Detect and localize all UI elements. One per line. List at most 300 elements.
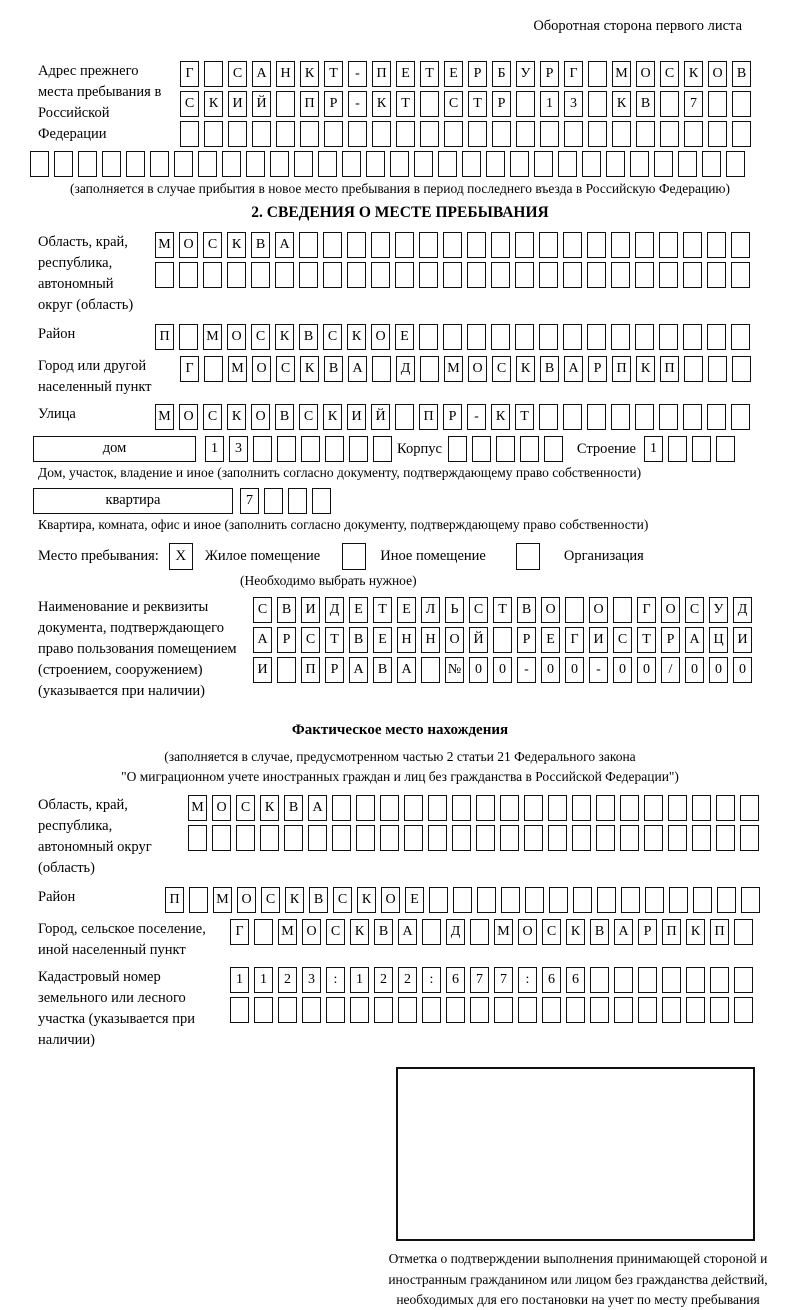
char-cell[interactable] xyxy=(710,967,729,993)
char-cell[interactable] xyxy=(472,436,491,462)
char-cell[interactable] xyxy=(534,151,553,177)
char-cell[interactable] xyxy=(707,404,726,430)
char-cell[interactable] xyxy=(572,825,591,851)
char-cell[interactable]: - xyxy=(589,657,608,683)
char-cell[interactable] xyxy=(515,324,534,350)
char-cell[interactable] xyxy=(731,262,750,288)
char-cell[interactable] xyxy=(372,121,391,147)
char-cell[interactable] xyxy=(734,997,753,1023)
char-cell[interactable]: А xyxy=(685,627,704,653)
char-cell[interactable]: Т xyxy=(324,61,343,87)
char-cell[interactable] xyxy=(188,825,207,851)
char-cell[interactable] xyxy=(635,232,654,258)
char-cell[interactable] xyxy=(659,324,678,350)
char-cell[interactable]: Р xyxy=(588,356,607,382)
char-cell[interactable]: Е xyxy=(349,597,368,623)
char-cell[interactable] xyxy=(467,324,486,350)
char-cell[interactable]: О xyxy=(227,324,246,350)
char-cell[interactable] xyxy=(277,657,296,683)
char-cell[interactable]: М xyxy=(278,919,297,945)
char-cell[interactable] xyxy=(347,232,366,258)
char-cell[interactable]: К xyxy=(260,795,279,821)
char-cell[interactable] xyxy=(621,887,640,913)
char-cell[interactable] xyxy=(366,151,385,177)
char-cell[interactable] xyxy=(548,825,567,851)
char-cell[interactable] xyxy=(203,262,222,288)
char-cell[interactable]: В xyxy=(309,887,328,913)
char-cell[interactable] xyxy=(635,404,654,430)
char-cell[interactable] xyxy=(299,232,318,258)
char-cell[interactable] xyxy=(301,436,320,462)
char-cell[interactable]: Р xyxy=(492,91,511,117)
char-cell[interactable]: С xyxy=(326,919,345,945)
char-cell[interactable]: 1 xyxy=(254,967,273,993)
char-cell[interactable] xyxy=(189,887,208,913)
char-cell[interactable]: Г xyxy=(180,61,199,87)
char-cell[interactable]: О xyxy=(589,597,608,623)
char-cell[interactable]: О xyxy=(212,795,231,821)
char-cell[interactable]: П xyxy=(300,91,319,117)
char-cell[interactable] xyxy=(227,262,246,288)
char-cell[interactable] xyxy=(371,262,390,288)
char-cell[interactable] xyxy=(254,997,273,1023)
char-cell[interactable] xyxy=(420,356,439,382)
char-cell[interactable]: В xyxy=(251,232,270,258)
char-cell[interactable]: В xyxy=(517,597,536,623)
char-cell[interactable]: О xyxy=(252,356,271,382)
char-cell[interactable] xyxy=(438,151,457,177)
char-cell[interactable]: В xyxy=(590,919,609,945)
char-cell[interactable] xyxy=(332,825,351,851)
char-cell[interactable] xyxy=(396,121,415,147)
char-cell[interactable] xyxy=(644,795,663,821)
char-cell[interactable]: 6 xyxy=(446,967,465,993)
char-cell[interactable] xyxy=(380,795,399,821)
char-cell[interactable]: П xyxy=(710,919,729,945)
char-cell[interactable] xyxy=(380,825,399,851)
char-cell[interactable]: А xyxy=(348,356,367,382)
char-cell[interactable]: К xyxy=(372,91,391,117)
char-cell[interactable] xyxy=(254,919,273,945)
char-cell[interactable]: П xyxy=(165,887,184,913)
char-cell[interactable]: Н xyxy=(421,627,440,653)
char-cell[interactable] xyxy=(453,887,472,913)
char-cell[interactable]: 0 xyxy=(733,657,752,683)
char-cell[interactable] xyxy=(395,232,414,258)
char-cell[interactable] xyxy=(510,151,529,177)
char-cell[interactable] xyxy=(420,121,439,147)
char-cell[interactable]: С xyxy=(660,61,679,87)
char-cell[interactable]: Т xyxy=(515,404,534,430)
char-cell[interactable] xyxy=(222,151,241,177)
char-cell[interactable]: П xyxy=(155,324,174,350)
char-cell[interactable]: С xyxy=(203,404,222,430)
char-cell[interactable] xyxy=(686,967,705,993)
char-cell[interactable]: С xyxy=(685,597,704,623)
char-cell[interactable]: В xyxy=(636,91,655,117)
char-cell[interactable] xyxy=(270,151,289,177)
char-cell[interactable]: О xyxy=(541,597,560,623)
char-cell[interactable]: : xyxy=(518,967,537,993)
char-cell[interactable]: Р xyxy=(517,627,536,653)
char-cell[interactable] xyxy=(323,232,342,258)
char-cell[interactable]: 0 xyxy=(709,657,728,683)
char-cell[interactable]: И xyxy=(228,91,247,117)
char-cell[interactable] xyxy=(539,262,558,288)
char-cell[interactable]: Т xyxy=(373,597,392,623)
char-cell[interactable] xyxy=(597,887,616,913)
char-cell[interactable]: 0 xyxy=(565,657,584,683)
char-cell[interactable]: В xyxy=(277,597,296,623)
char-cell[interactable] xyxy=(596,825,615,851)
char-cell[interactable] xyxy=(539,404,558,430)
char-cell[interactable]: М xyxy=(444,356,463,382)
char-cell[interactable] xyxy=(635,262,654,288)
char-cell[interactable] xyxy=(635,324,654,350)
char-cell[interactable] xyxy=(520,436,539,462)
char-cell[interactable]: М xyxy=(155,232,174,258)
char-cell[interactable] xyxy=(669,887,688,913)
char-cell[interactable]: 7 xyxy=(684,91,703,117)
char-cell[interactable] xyxy=(467,232,486,258)
char-cell[interactable]: Р xyxy=(540,61,559,87)
char-cell[interactable]: И xyxy=(253,657,272,683)
char-cell[interactable] xyxy=(741,887,760,913)
char-cell[interactable]: Т xyxy=(493,597,512,623)
char-cell[interactable] xyxy=(264,488,283,514)
char-cell[interactable] xyxy=(452,825,471,851)
char-cell[interactable]: С xyxy=(299,404,318,430)
char-cell[interactable]: С xyxy=(469,597,488,623)
char-cell[interactable]: О xyxy=(251,404,270,430)
char-cell[interactable] xyxy=(395,404,414,430)
char-cell[interactable] xyxy=(422,997,441,1023)
char-cell[interactable]: Й xyxy=(252,91,271,117)
char-cell[interactable]: К xyxy=(612,91,631,117)
char-cell[interactable]: Ц xyxy=(709,627,728,653)
char-cell[interactable] xyxy=(692,436,711,462)
char-cell[interactable]: К xyxy=(684,61,703,87)
char-cell[interactable] xyxy=(668,825,687,851)
char-cell[interactable]: И xyxy=(301,597,320,623)
char-cell[interactable] xyxy=(587,324,606,350)
char-cell[interactable]: Р xyxy=(468,61,487,87)
char-cell[interactable]: К xyxy=(686,919,705,945)
char-cell[interactable] xyxy=(662,967,681,993)
char-cell[interactable]: В xyxy=(374,919,393,945)
char-cell[interactable]: 1 xyxy=(540,91,559,117)
char-cell[interactable] xyxy=(620,795,639,821)
char-cell[interactable] xyxy=(708,356,727,382)
char-cell[interactable] xyxy=(448,436,467,462)
char-cell[interactable] xyxy=(540,121,559,147)
char-cell[interactable] xyxy=(326,997,345,1023)
char-cell[interactable]: 7 xyxy=(494,967,513,993)
char-cell[interactable] xyxy=(429,887,448,913)
char-cell[interactable] xyxy=(659,262,678,288)
char-cell[interactable]: С xyxy=(301,627,320,653)
char-cell[interactable] xyxy=(180,121,199,147)
char-cell[interactable] xyxy=(476,825,495,851)
char-cell[interactable] xyxy=(308,825,327,851)
char-cell[interactable] xyxy=(288,488,307,514)
char-cell[interactable]: И xyxy=(347,404,366,430)
char-cell[interactable] xyxy=(150,151,169,177)
char-cell[interactable] xyxy=(349,436,368,462)
char-cell[interactable] xyxy=(654,151,673,177)
char-cell[interactable]: А xyxy=(253,627,272,653)
char-cell[interactable] xyxy=(212,825,231,851)
char-cell[interactable] xyxy=(470,997,489,1023)
char-cell[interactable] xyxy=(312,488,331,514)
char-cell[interactable]: 1 xyxy=(230,967,249,993)
char-cell[interactable]: 0 xyxy=(613,657,632,683)
char-cell[interactable] xyxy=(404,795,423,821)
char-cell[interactable]: О xyxy=(179,232,198,258)
char-cell[interactable]: А xyxy=(275,232,294,258)
char-cell[interactable]: Е xyxy=(405,887,424,913)
char-cell[interactable]: В xyxy=(732,61,751,87)
char-cell[interactable] xyxy=(611,262,630,288)
char-cell[interactable] xyxy=(740,825,759,851)
char-cell[interactable] xyxy=(590,967,609,993)
char-cell[interactable] xyxy=(572,795,591,821)
char-cell[interactable] xyxy=(708,91,727,117)
char-cell[interactable] xyxy=(356,825,375,851)
char-cell[interactable]: П xyxy=(660,356,679,382)
char-cell[interactable] xyxy=(204,356,223,382)
char-cell[interactable]: О xyxy=(468,356,487,382)
char-cell[interactable] xyxy=(683,324,702,350)
char-cell[interactable] xyxy=(518,997,537,1023)
char-cell[interactable] xyxy=(260,825,279,851)
char-cell[interactable] xyxy=(659,232,678,258)
char-cell[interactable] xyxy=(78,151,97,177)
char-cell[interactable] xyxy=(563,324,582,350)
char-cell[interactable]: Д xyxy=(325,597,344,623)
char-cell[interactable] xyxy=(590,997,609,1023)
char-cell[interactable] xyxy=(277,436,296,462)
char-cell[interactable] xyxy=(606,151,625,177)
char-cell[interactable] xyxy=(692,825,711,851)
char-cell[interactable]: Н xyxy=(276,61,295,87)
char-cell[interactable]: М xyxy=(188,795,207,821)
char-cell[interactable]: - xyxy=(467,404,486,430)
char-cell[interactable]: Е xyxy=(373,627,392,653)
char-cell[interactable] xyxy=(276,121,295,147)
char-cell[interactable]: М xyxy=(213,887,232,913)
char-cell[interactable] xyxy=(332,795,351,821)
char-cell[interactable] xyxy=(539,324,558,350)
char-cell[interactable] xyxy=(486,151,505,177)
char-cell[interactable]: О xyxy=(636,61,655,87)
char-cell[interactable] xyxy=(702,151,721,177)
char-cell[interactable] xyxy=(236,825,255,851)
char-cell[interactable] xyxy=(470,919,489,945)
char-cell[interactable] xyxy=(204,121,223,147)
char-cell[interactable] xyxy=(731,404,750,430)
char-cell[interactable] xyxy=(611,232,630,258)
char-cell[interactable]: К xyxy=(227,232,246,258)
char-cell[interactable]: П xyxy=(301,657,320,683)
char-cell[interactable]: П xyxy=(372,61,391,87)
char-cell[interactable]: А xyxy=(397,657,416,683)
char-cell[interactable] xyxy=(325,436,344,462)
char-cell[interactable] xyxy=(668,436,687,462)
char-cell[interactable]: О xyxy=(237,887,256,913)
char-cell[interactable]: 0 xyxy=(541,657,560,683)
checkbox-organization[interactable] xyxy=(516,543,540,570)
char-cell[interactable]: У xyxy=(516,61,535,87)
char-cell[interactable] xyxy=(419,232,438,258)
char-cell[interactable] xyxy=(372,356,391,382)
char-cell[interactable]: С xyxy=(236,795,255,821)
char-cell[interactable] xyxy=(732,121,751,147)
char-cell[interactable] xyxy=(300,121,319,147)
char-cell[interactable] xyxy=(613,597,632,623)
char-cell[interactable] xyxy=(348,121,367,147)
char-cell[interactable]: К xyxy=(636,356,655,382)
char-cell[interactable]: К xyxy=(566,919,585,945)
char-cell[interactable]: Т xyxy=(325,627,344,653)
char-cell[interactable] xyxy=(390,151,409,177)
char-cell[interactable] xyxy=(683,232,702,258)
char-cell[interactable] xyxy=(516,121,535,147)
char-cell[interactable] xyxy=(204,61,223,87)
char-cell[interactable] xyxy=(350,997,369,1023)
char-cell[interactable]: К xyxy=(350,919,369,945)
char-cell[interactable]: 1 xyxy=(205,436,224,462)
char-cell[interactable] xyxy=(588,61,607,87)
char-cell[interactable]: К xyxy=(357,887,376,913)
char-cell[interactable]: 3 xyxy=(564,91,583,117)
char-cell[interactable]: К xyxy=(347,324,366,350)
char-cell[interactable] xyxy=(692,795,711,821)
char-cell[interactable]: Р xyxy=(325,657,344,683)
char-cell[interactable] xyxy=(275,262,294,288)
char-cell[interactable]: Д xyxy=(446,919,465,945)
char-cell[interactable] xyxy=(542,997,561,1023)
char-cell[interactable]: - xyxy=(348,91,367,117)
char-cell[interactable] xyxy=(493,627,512,653)
char-cell[interactable]: 6 xyxy=(542,967,561,993)
char-cell[interactable] xyxy=(716,795,735,821)
char-cell[interactable] xyxy=(734,967,753,993)
char-cell[interactable] xyxy=(421,657,440,683)
char-cell[interactable]: О xyxy=(179,404,198,430)
char-cell[interactable] xyxy=(638,997,657,1023)
char-cell[interactable]: С xyxy=(276,356,295,382)
char-cell[interactable]: Е xyxy=(444,61,463,87)
char-cell[interactable]: Г xyxy=(637,597,656,623)
char-cell[interactable]: К xyxy=(491,404,510,430)
char-cell[interactable]: М xyxy=(155,404,174,430)
char-cell[interactable]: 6 xyxy=(566,967,585,993)
char-cell[interactable]: Т xyxy=(420,61,439,87)
char-cell[interactable] xyxy=(419,324,438,350)
char-cell[interactable]: С xyxy=(444,91,463,117)
char-cell[interactable] xyxy=(544,436,563,462)
char-cell[interactable]: В xyxy=(349,627,368,653)
char-cell[interactable] xyxy=(422,919,441,945)
char-cell[interactable] xyxy=(276,91,295,117)
char-cell[interactable] xyxy=(198,151,217,177)
char-cell[interactable] xyxy=(708,121,727,147)
char-cell[interactable]: 0 xyxy=(637,657,656,683)
char-cell[interactable]: 0 xyxy=(685,657,704,683)
char-cell[interactable] xyxy=(587,262,606,288)
char-cell[interactable] xyxy=(683,262,702,288)
char-cell[interactable] xyxy=(710,997,729,1023)
char-cell[interactable] xyxy=(707,262,726,288)
char-cell[interactable] xyxy=(252,121,271,147)
char-cell[interactable] xyxy=(644,825,663,851)
char-cell[interactable]: А xyxy=(564,356,583,382)
char-cell[interactable]: Г xyxy=(565,627,584,653)
char-cell[interactable] xyxy=(174,151,193,177)
char-cell[interactable] xyxy=(659,404,678,430)
char-cell[interactable]: Е xyxy=(397,597,416,623)
char-cell[interactable]: С xyxy=(180,91,199,117)
char-cell[interactable]: И xyxy=(733,627,752,653)
char-cell[interactable]: М xyxy=(203,324,222,350)
char-cell[interactable]: С xyxy=(542,919,561,945)
char-cell[interactable] xyxy=(582,151,601,177)
char-cell[interactable]: В xyxy=(540,356,559,382)
char-cell[interactable]: 2 xyxy=(278,967,297,993)
char-cell[interactable] xyxy=(374,997,393,1023)
char-cell[interactable]: 2 xyxy=(398,967,417,993)
char-cell[interactable] xyxy=(253,436,272,462)
char-cell[interactable] xyxy=(596,795,615,821)
char-cell[interactable] xyxy=(491,262,510,288)
char-cell[interactable]: О xyxy=(381,887,400,913)
char-cell[interactable]: В xyxy=(324,356,343,382)
char-cell[interactable]: Р xyxy=(638,919,657,945)
char-cell[interactable]: П xyxy=(662,919,681,945)
char-cell[interactable] xyxy=(611,404,630,430)
char-cell[interactable]: Ь xyxy=(445,597,464,623)
char-cell[interactable]: С xyxy=(228,61,247,87)
char-cell[interactable] xyxy=(446,997,465,1023)
char-cell[interactable] xyxy=(30,151,49,177)
char-cell[interactable] xyxy=(428,825,447,851)
char-cell[interactable] xyxy=(726,151,745,177)
char-cell[interactable] xyxy=(716,825,735,851)
char-cell[interactable] xyxy=(563,262,582,288)
char-cell[interactable]: К xyxy=(516,356,535,382)
char-cell[interactable]: О xyxy=(661,597,680,623)
char-cell[interactable] xyxy=(468,121,487,147)
char-cell[interactable] xyxy=(230,997,249,1023)
checkbox-residential[interactable]: X xyxy=(169,543,193,570)
char-cell[interactable] xyxy=(516,91,535,117)
char-cell[interactable] xyxy=(587,232,606,258)
char-cell[interactable] xyxy=(428,795,447,821)
char-cell[interactable]: Т xyxy=(468,91,487,117)
char-cell[interactable]: Е xyxy=(395,324,414,350)
char-cell[interactable]: Б xyxy=(492,61,511,87)
char-cell[interactable]: О xyxy=(371,324,390,350)
char-cell[interactable] xyxy=(500,795,519,821)
char-cell[interactable]: 1 xyxy=(350,967,369,993)
char-cell[interactable] xyxy=(686,997,705,1023)
char-cell[interactable]: Г xyxy=(180,356,199,382)
char-cell[interactable]: Г xyxy=(564,61,583,87)
char-cell[interactable] xyxy=(398,997,417,1023)
char-cell[interactable]: С xyxy=(333,887,352,913)
char-cell[interactable] xyxy=(491,232,510,258)
